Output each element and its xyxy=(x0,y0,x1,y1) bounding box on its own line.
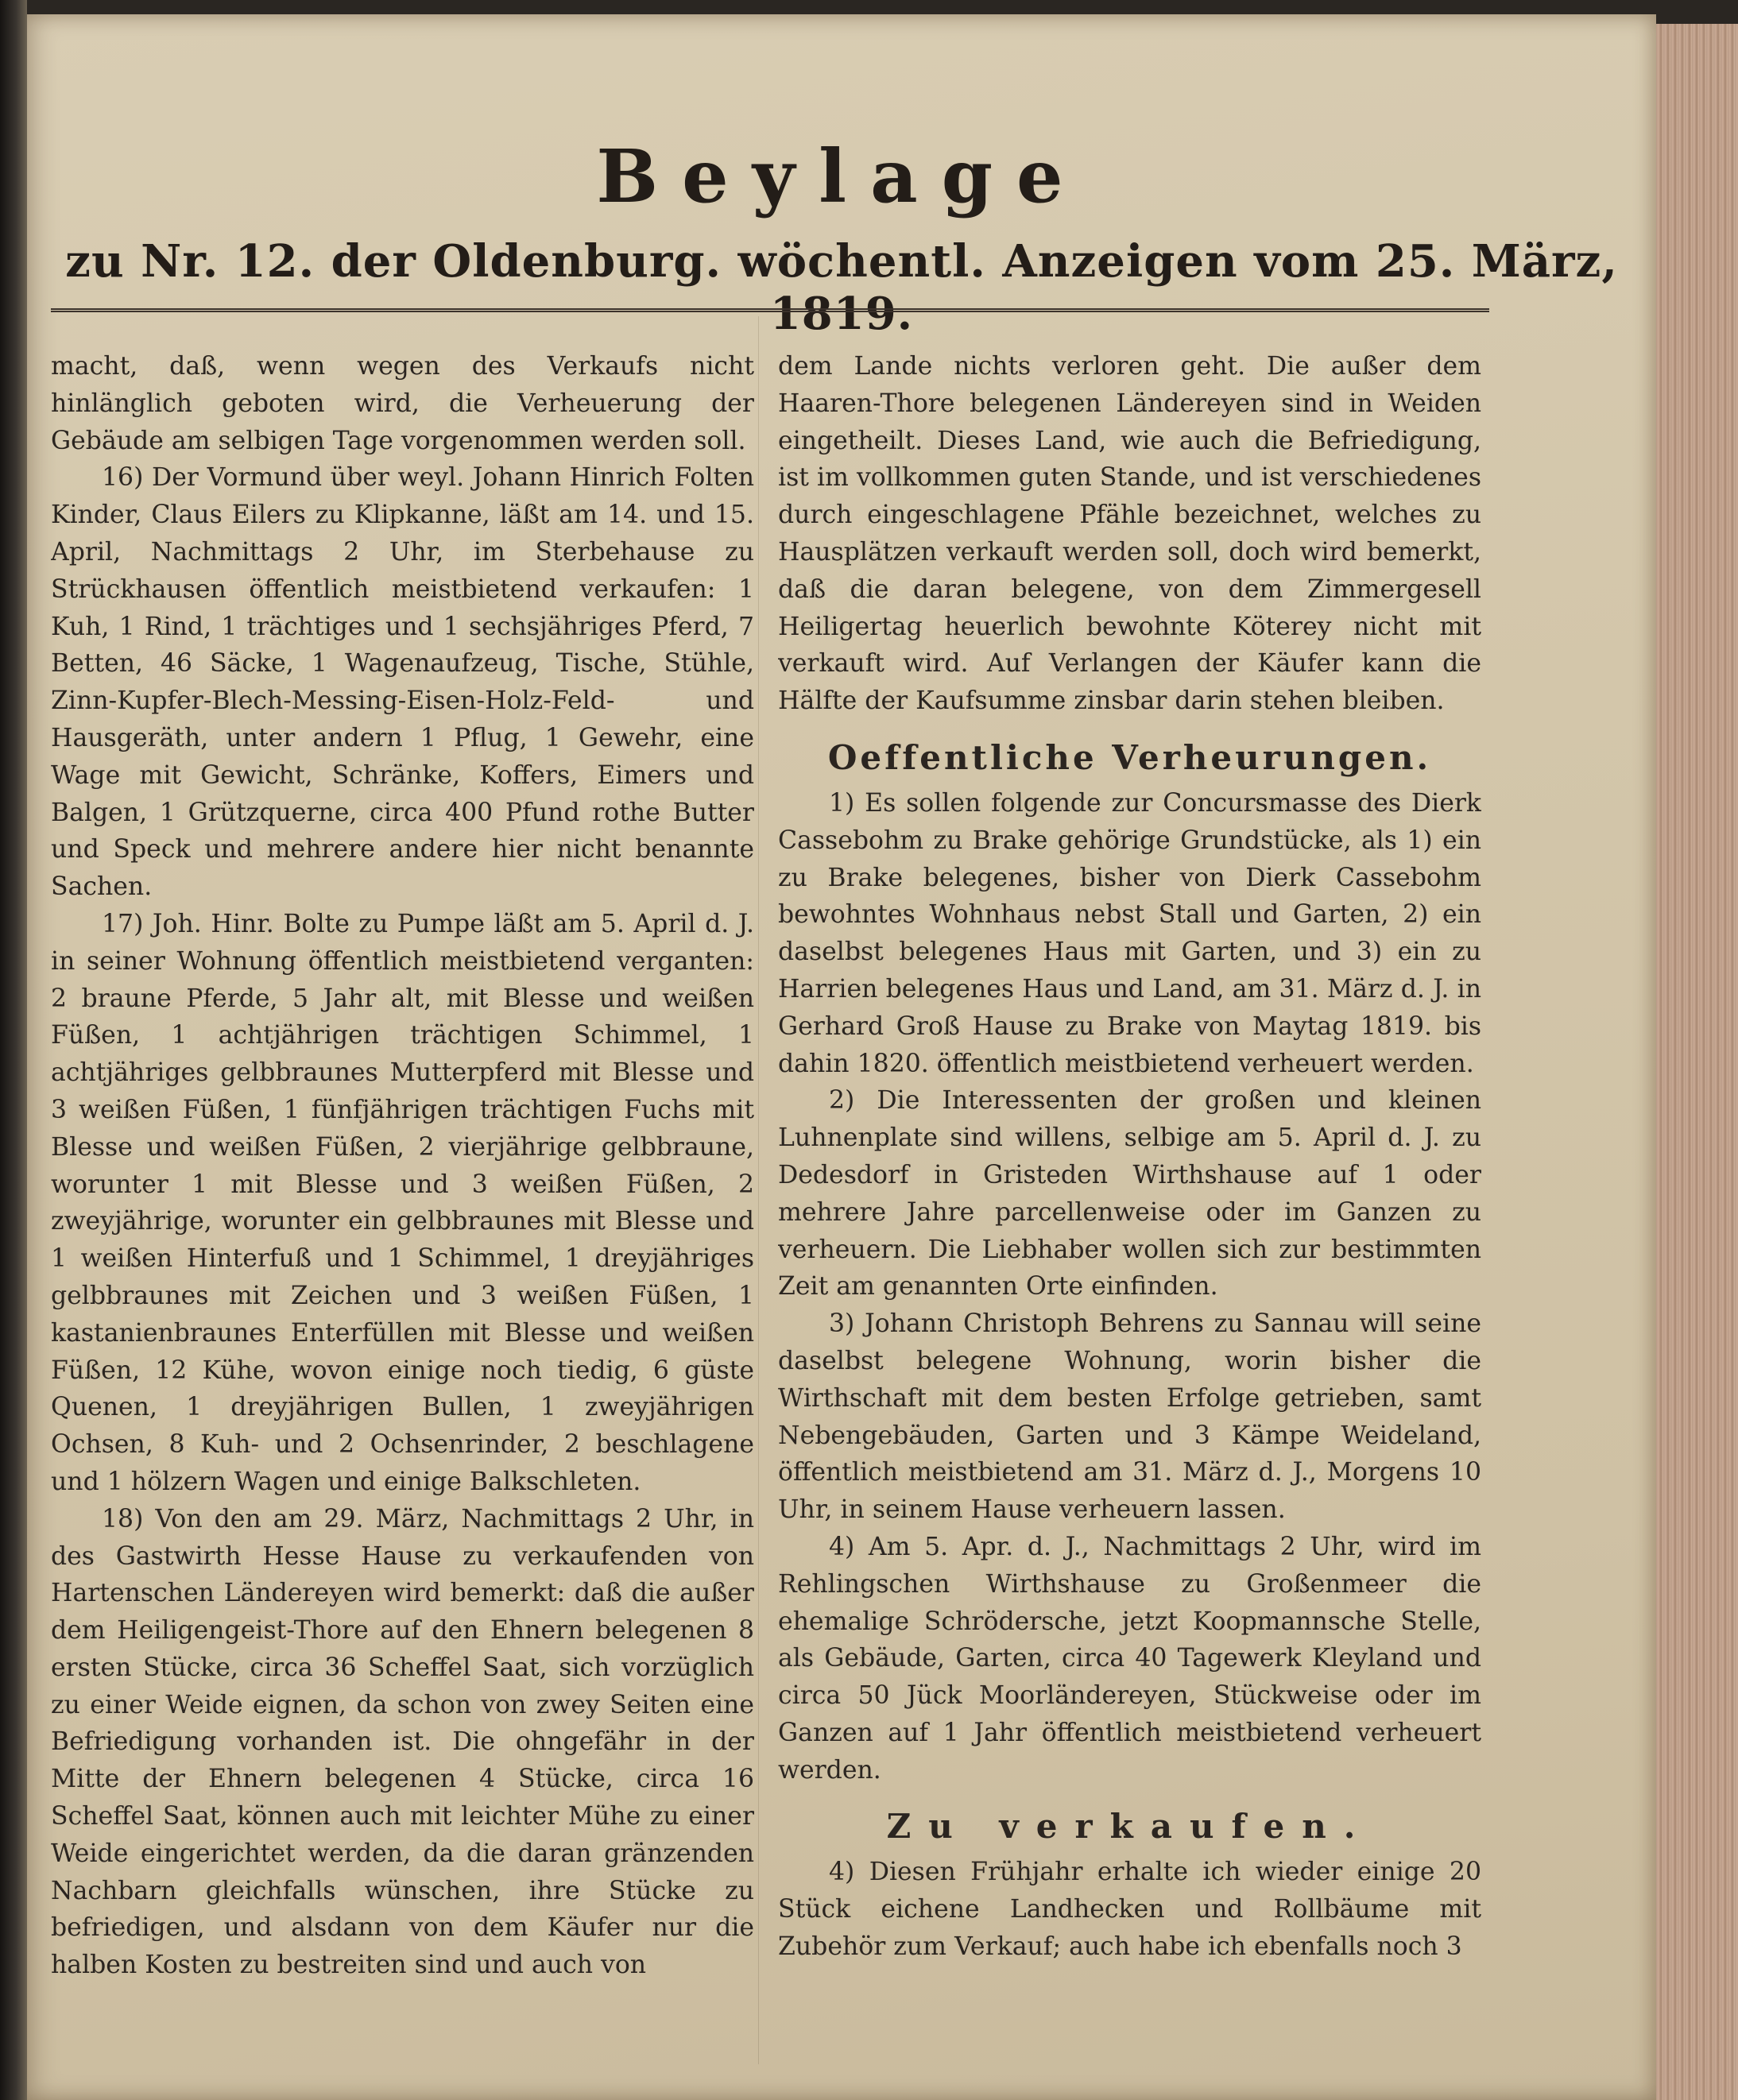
left-column xyxy=(51,348,754,2072)
masthead-subtitle: zu Nr. 12. der Oldenburg. wöchentl. Anzeigen vom 25. März, 1819. xyxy=(65,235,1618,340)
paragraph-verheurung-4: 4) Am 5. Apr. d. J., Nachmittags 2 Uhr, wird im Rehlingschen Wirthshause zu Großenmeer die ehemalige Schrödersche, jetzt Koopmannsche Stelle, als Gebäude, Garten, circa 40 Tagewerk Kleyland und circa 50 Jück Moorländereyen, Stückweise oder im Ganzen auf 1 Jahr öffentlich meistbietend verheuert werden. xyxy=(778,1532,1481,1785)
header-rule xyxy=(51,308,1489,312)
section-heading-verheurungen: Oeffentliche Verheurungen. xyxy=(827,737,1432,777)
paragraph-verheurung-1: 1) Es sollen folgende zur Concursmasse des Dierk Cassebohm zu Brake gehörige Grundstücke, als 1) ein zu Brake belegenes, bisher von Dierk Cassebohm bewohntes Wohnhaus nebst Stall und Garten, 2) ein daselbst belegenes Haus mit Garten, und 3) ein zu Harrien belegenes Haus und Land, am 31. März d. J. in Gerhard Groß Hause zu Brake von Maytag 1819. bis dahin 1820. öffentlich meistbietend verheuert werden. xyxy=(778,788,1481,1078)
page-edges xyxy=(1656,24,1738,2100)
book-binding-edge xyxy=(0,0,27,2100)
column-divider xyxy=(758,316,759,2064)
paragraph-continuation: dem Lande nichts verloren geht. Die außer dem Haaren-Thore belegenen Ländereyen sind in Weiden eingetheilt. Dieses Land, wie auch die Befriedigung, ist im vollkommen guten Stande, und ist verschiedenes durch eingeschlagene Pfähle bezeichnet, welches zu Hausplätzen verkauft werden soll, doch wird bemerkt, daß die daran belegene, von dem Zimmergesell Heiligertag heuerlich bewohnte Köterey nicht mit verkauft wird. Auf Verlangen der Käufer kann die Hälfte der Kaufsumme zinsbar darin stehen bleiben. xyxy=(778,352,1481,716)
paragraph-continuation: macht, daß, wenn wegen des Verkaufs nicht hinlänglich geboten wird, die Verheuerung der Gebäude am selbigen Tage vorgenommen werden soll. xyxy=(51,352,754,455)
paragraph-notice-16: 16) Der Vormund über weyl. Johann Hinrich Folten Kinder, Claus Eilers zu Klipkanne, läßt am 14. und 15. April, Nachmittags 2 Uhr, im Sterbehause zu Strückhausen öffentlich meistbietend verkaufen: 1 Kuh, 1 Rind, 1 trächtiges und 1 sechsjähriges Pferd, 7 Betten, 46 Säcke, 1 Wagenaufzeug, Tische, Stühle, Zinn-Kupfer-Blech-Messing-Eisen-Holz-Feld- und Hausgeräth, unter andern 1 Pflug, 1 Gewehr, eine Wage mit Gewicht, Schränke, Koffers, Eimers und Balgen, 1 Grützquerne, circa 400 Pfund rothe Butter und Speck und mehrere andere hier nicht benannte Sachen. xyxy=(51,463,754,902)
paragraph-verheurung-2: 2) Die Interessenten der großen und kleinen Luhnenplate sind willens, selbige am 5. April d. J. zu Dedesdorf in Gristeden Wirthshause auf 1 oder mehrere Jahre parcellenweise oder im Ganzen zu verheuern. Die Liebhaber wollen sich zur bestimmten Zeit am genannten Orte einfinden. xyxy=(778,1086,1481,1301)
newspaper-page xyxy=(27,14,1656,2100)
section-heading-zu-verkaufen: Zu verkaufen. xyxy=(886,1807,1373,1847)
right-column xyxy=(778,348,1481,2072)
paragraph-verheurung-3: 3) Johann Christoph Behrens zu Sannau will seine daselbst belegene Wohnung, worin bisher die Wirthschaft mit dem besten Erfolge getrieben, samt Nebengebäuden, Garten und 3 Kämpe Weideland, öffentlich meistbietend am 31. März d. J., Morgens 10 Uhr, in seinem Hause verheuern lassen. xyxy=(778,1309,1481,1525)
masthead-title: Beylage xyxy=(596,133,1087,219)
paragraph-verkauf-4: 4) Diesen Frühjahr erhalte ich wieder einige 20 Stück eichene Landhecken und Rollbäume mit Zubehör zum Verkauf; auch habe ich ebenfalls noch 3 xyxy=(778,1858,1481,1962)
paragraph-notice-18: 18) Von den am 29. März, Nachmittags 2 Uhr, in des Gastwirth Hesse Hause zu verkaufenden von Hartenschen Ländereyen wird bemerkt: daß die außer dem Heiligengeist-Thore auf den Ehnern belegenen 8 ersten Stücke, circa 36 Scheffel Saat, sich vorzüglich zu einer Weide eignen, da schon von zwey Seiten eine Befriedigung vorhanden ist. Die ohngefähr in der Mitte der Ehnern belegenen 4 Stücke, circa 16 Scheffel Saat, können auch mit leichter Mühe zu einer Weide eingerichtet werden, da die daran gränzenden Nachbarn gleichfalls wünschen, ihre Stücke zu befriedigen, und alsdann von dem Käufer nur die halben Kosten zu bestreiten sind und auch von xyxy=(51,1504,754,1980)
paragraph-notice-17: 17) Joh. Hinr. Bolte zu Pumpe läßt am 5. April d. J. in seiner Wohnung öffentlich meistbietend verganten: 2 braune Pferde, 5 Jahr alt, mit Blesse und weißen Füßen, 1 achtjährigen trächtigen Schimmel, 1 achtjähriges gelbbraunes Mutterpferd mit Blesse und 3 weißen Füßen, 1 fünfjährigen trächtigen Fuchs mit Blesse und weißen Füßen, 2 vierjährige gelbbraune, worunter 1 mit Blesse und 3 weißen Füßen, 2 zweyjährige, worunter ein gelbbraunes mit Blesse und 1 weißen Hinterfuß und 1 Schimmel, 1 dreyjähriges gelbbraunes mit Zeichen und 3 weißen Füßen, 1 kastanienbraunes Enterfüllen mit Blesse und weißen Füßen, 12 Kühe, wovon einige noch tiedig, 6 güste Quenen, 1 dreyjährigen Bullen, 1 zweyjährigen Ochsen, 8 Kuh- und 2 Ochsenrinder, 2 beschlagene und 1 hölzern Wagen und einige Balkschleten. xyxy=(51,909,754,1496)
